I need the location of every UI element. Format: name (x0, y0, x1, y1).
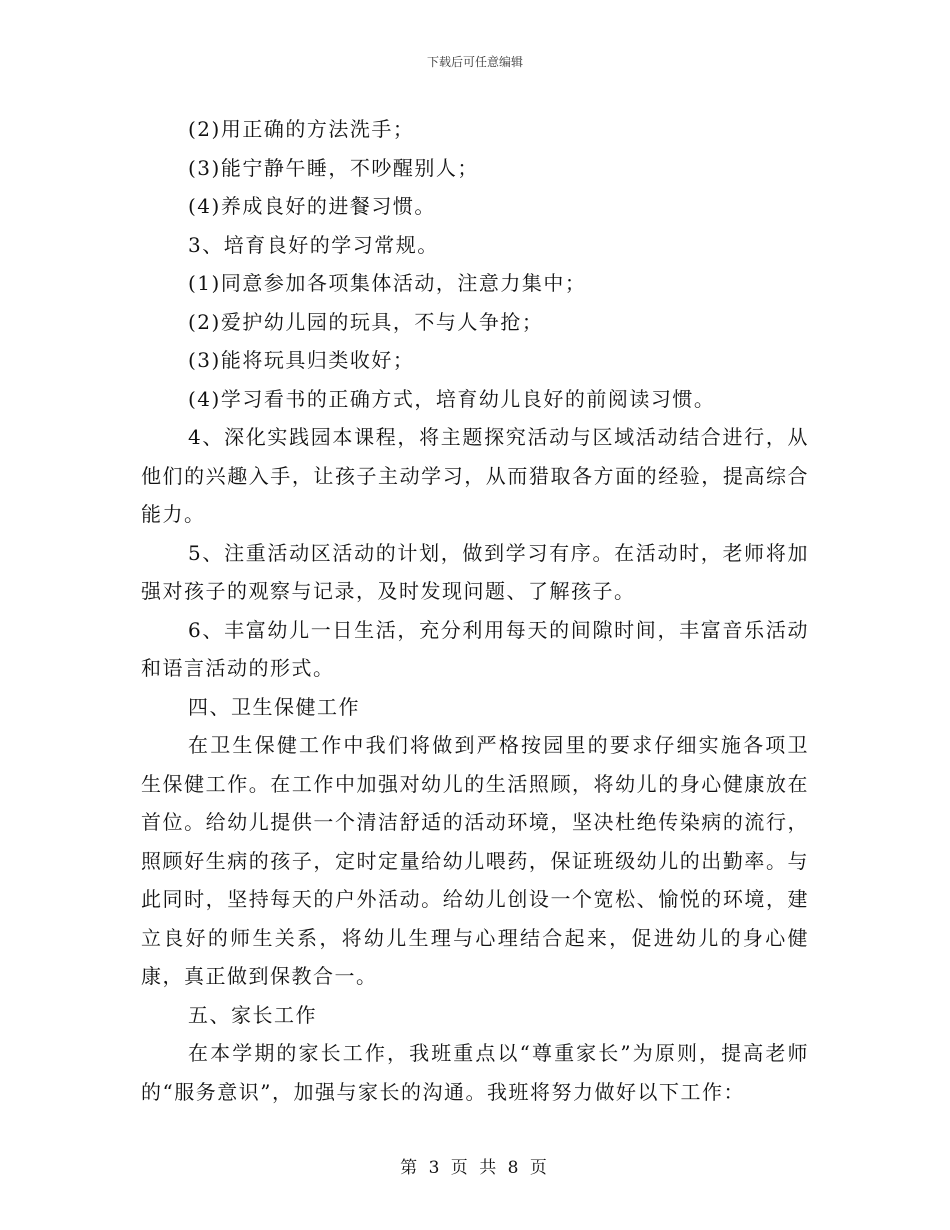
paragraph: 6、丰富幼儿一日生活，充分利用每天的间隙时间，丰富音乐活动和语言活动的形式。 (141, 617, 809, 680)
paragraph: (2)爱护幼儿园的玩具，不与人争抢； (188, 309, 544, 334)
paragraph: 在卫生保健工作中我们将做到严格按园里的要求仔细实施各项卫生保健工作。在工作中加强对幼儿的生活照顾，将幼儿的身心健康放在首位。给幼儿提供一个清洁舒适的活动环境，坚决杜绝传染病的流行，照顾好生病的孩子，定时定量给幼儿喂药，保证班级幼儿的出勤率。与此同时，坚持每天的户外活动。给幼儿创设一个宽松、愉悦的环境，建立良好的师生关系，将幼儿生理与心理结合起来，促进幼儿的身心健康，真正做到保教合一。 (141, 733, 809, 988)
paragraph: (2)用正确的方法洗手； (188, 117, 415, 141)
paragraph: (3)能将玩具归类收好； (188, 348, 415, 372)
section-item-heading: 3、培育良好的学习常规。 (188, 232, 439, 257)
paragraph: (3)能宁静午睡，不吵醒别人； (188, 155, 479, 180)
section-heading: 五、家长工作 (188, 1002, 317, 1027)
paragraph: 在本学期的家长工作，我班重点以“尊重家长”为原则，提高老师的“服务意识”，加强与家长的沟通。我班将努力做好以下工作： (141, 1041, 809, 1104)
paragraph: (1)同意参加各项集体活动，注意力集中； (188, 271, 587, 295)
page-footer: 第 3 页 共 8 页 (400, 1158, 550, 1178)
paragraph: 5、注重活动区活动的计划，做到学习有序。在活动时，老师将加强对孩子的观察与记录，及时发现问题、了解孩子。 (141, 540, 809, 603)
paragraph: 4、深化实践园本课程，将主题探究活动与区域活动结合进行，从他们的兴趣入手，让孩子主动学习，从而猎取各方面的经验，提高综合能力。 (141, 425, 809, 526)
paragraph: (4)养成良好的进餐习惯。 (188, 194, 436, 218)
section-heading: 四、卫生保健工作 (188, 694, 360, 719)
page-header: 下载后可任意编辑 (426, 55, 523, 69)
paragraph: (4)学习看书的正确方式，培育幼儿良好的前阅读习惯。 (188, 386, 716, 411)
document-body (141, 110, 809, 1111)
